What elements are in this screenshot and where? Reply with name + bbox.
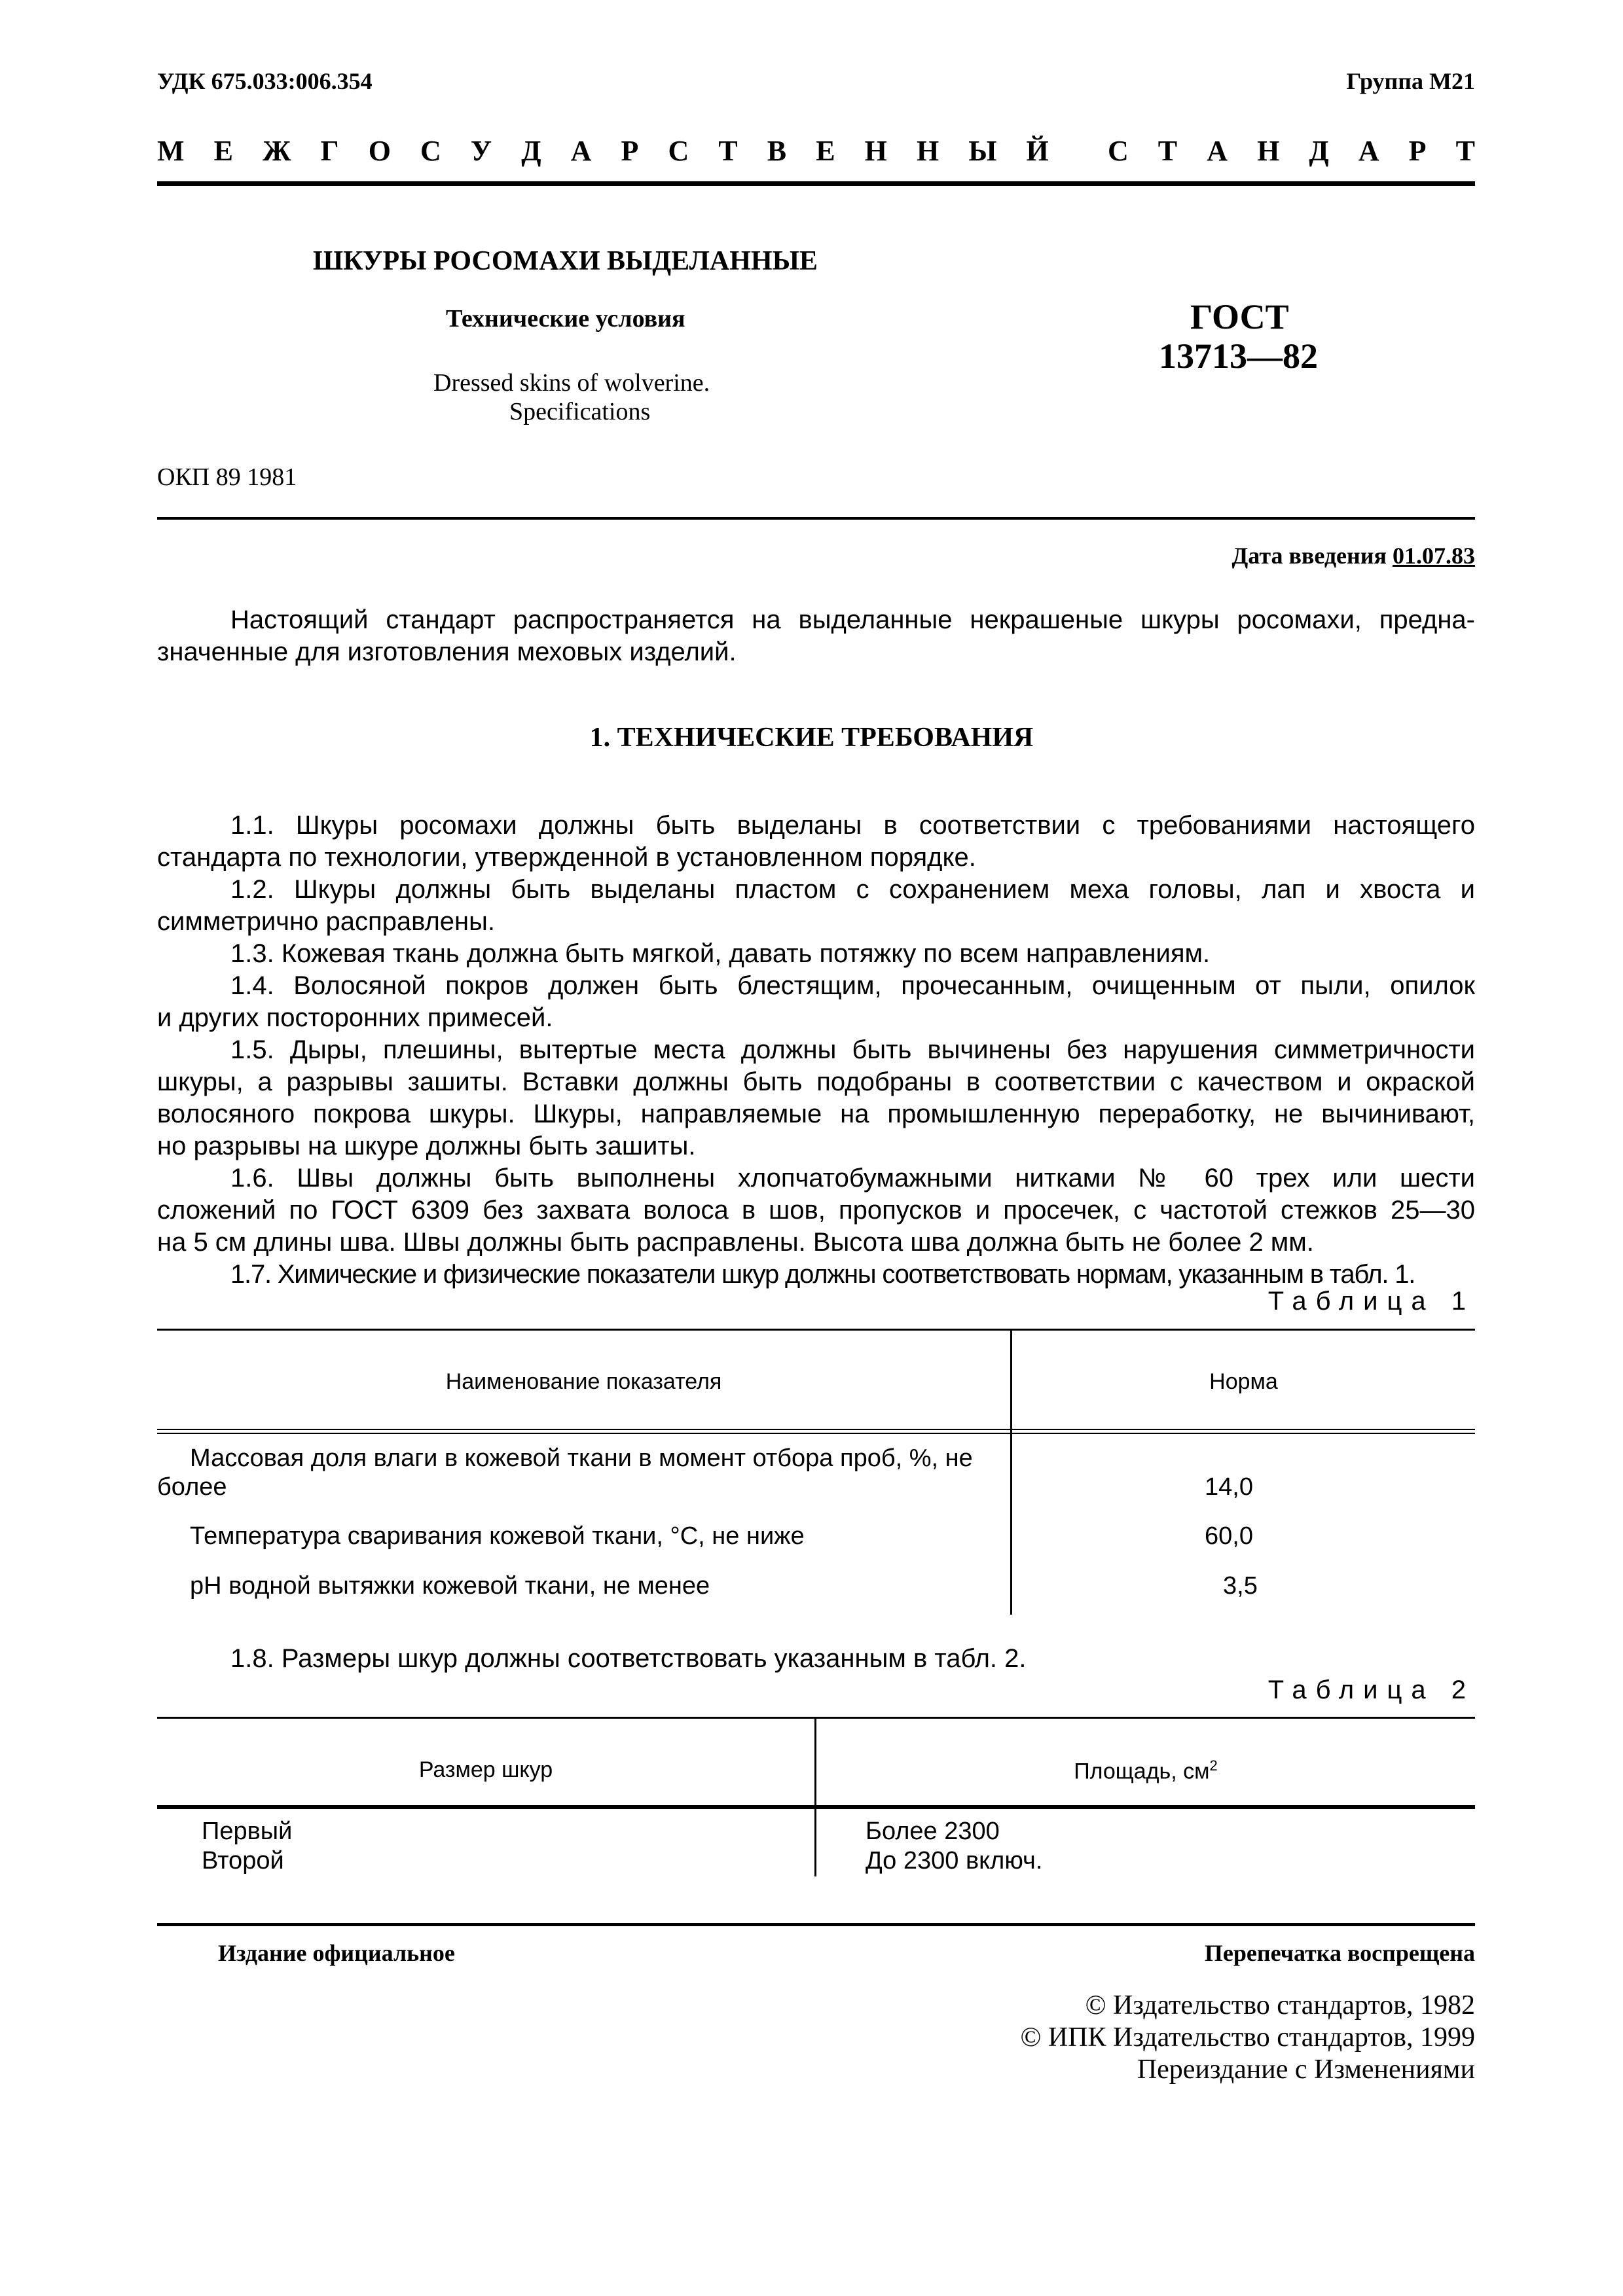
udk-code: УДК 675.033:006.354 bbox=[157, 68, 373, 94]
table1-row1-name-cont: более bbox=[157, 1473, 227, 1501]
clause-1-4: 1.4. Волосяной покров должен быть блестящим, прочесанным, очищенным от пыли, опилок bbox=[230, 971, 1475, 1000]
heading-letter: А bbox=[1358, 135, 1379, 167]
clause-1-2: 1.2. Шкуры должны быть выделаны пластом с сохранением меха головы, лап и хвоста и bbox=[230, 875, 1475, 904]
table1-row1-value: 14,0 bbox=[1205, 1473, 1253, 1501]
clause-1-3: 1.3. Кожевая ткань должна быть мягкой, давать потяжку по всем направлениям. bbox=[230, 939, 1211, 968]
clause-1-1-cont: стандарта по технологии, утвержденной в установленном порядке. bbox=[157, 843, 976, 872]
heading-letter: А bbox=[570, 135, 592, 167]
copyright-1999: © ИПК Издательство стандартов, 1999 bbox=[1020, 2022, 1475, 2053]
standard-type-heading bbox=[157, 134, 1475, 168]
gost-label: ГОСТ bbox=[1190, 297, 1289, 336]
clause-1-6-cont: сложений по ГОСТ 6309 без захвата волоса в шов, пропусков и просечек, с частотой стежков 25—30 bbox=[157, 1196, 1475, 1225]
table1-row1-name: Массовая доля влаги в кожевой ткани в момент отбора проб, %, не bbox=[190, 1444, 973, 1472]
table1-header-norm: Норма bbox=[1209, 1369, 1278, 1394]
table2-header-area bbox=[816, 1757, 1475, 1784]
group-code: Группа М21 bbox=[1346, 68, 1475, 94]
table1-header-rule bbox=[157, 1433, 1475, 1434]
copyright-1982: © Издательство стандартов, 1982 bbox=[1085, 1990, 1475, 2020]
clause-1-8: 1.8. Размеры шкур должны соответствовать указанным в табл. 2. bbox=[230, 1644, 1027, 1673]
table1-caption: Таблица 1 bbox=[1267, 1287, 1475, 1316]
clause-1-5: 1.5. Дыры, плешины, вытертые места должны быть вычинены без нарушения симметричности bbox=[230, 1035, 1475, 1064]
table1-row3-name: pH водной вытяжки кожевой ткани, не менее bbox=[190, 1572, 710, 1600]
clause-1-6: 1.6. Швы должны быть выполнены хлопчатобумажными нитками № 60 трех или шести bbox=[230, 1164, 1475, 1193]
heading-letter: У bbox=[470, 135, 492, 167]
table1-header-rule bbox=[157, 1429, 1475, 1430]
table2-header-area-sup: 2 bbox=[1209, 1757, 1218, 1774]
table2-row2-area: До 2300 включ. bbox=[866, 1847, 1043, 1874]
reissue-note: Переиздание с Изменениями bbox=[1137, 2054, 1475, 2085]
heading-letter: Е bbox=[213, 135, 233, 167]
heading-letter: Ж bbox=[263, 135, 291, 167]
heading-letter: Д bbox=[1309, 135, 1329, 167]
clause-1-7: 1.7. Химические и физические показатели шкур должны соответствовать нормам, указанным в табл. 1. bbox=[230, 1260, 1415, 1289]
clause-1-4-cont: и других посторонних примесей. bbox=[157, 1003, 553, 1032]
section-heading: 1. ТЕХНИЧЕСКИЕ ТРЕБОВАНИЯ bbox=[589, 723, 1034, 753]
clauses-block bbox=[157, 810, 1475, 1291]
introduction-date-label: Дата введения bbox=[1231, 543, 1387, 569]
heading-letter: Й bbox=[1026, 135, 1049, 167]
clause-1-1: 1.1. Шкуры росомахи должны быть выделаны в соответствии с требованиями настоящего bbox=[230, 811, 1475, 840]
edition-note: Издание официальное bbox=[218, 1940, 455, 1966]
heading-letter: Р bbox=[1408, 135, 1427, 167]
heading-letter: С bbox=[420, 135, 441, 167]
title-block-rule bbox=[157, 517, 1475, 520]
intro-paragraph bbox=[157, 604, 1475, 668]
table2-header-size: Размер шкур bbox=[418, 1757, 553, 1782]
heading-letter: Т bbox=[718, 135, 738, 167]
heading-letter: Е bbox=[816, 135, 835, 167]
clause-1-5-cont: волосяного покрова шкуры. Шкуры, направляемые на промышленную переработку, не вычинивают, bbox=[157, 1100, 1475, 1128]
introduction-date-value: 01.07.83 bbox=[1393, 543, 1475, 569]
heading-letter: С bbox=[668, 135, 689, 167]
okp-code: ОКП 89 1981 bbox=[157, 463, 297, 491]
clause-1-6-cont: на 5 см длины шва. Швы должны быть расправлены. Высота шва должна быть не более 2 мм. bbox=[157, 1228, 1314, 1257]
document-title: ШКУРЫ РОСОМАХИ ВЫДЕЛАННЫЕ bbox=[313, 246, 818, 276]
english-title-line1: Dressed skins of wolverine. bbox=[433, 369, 710, 397]
clause-1-5-cont: но разрывы на шкуре должны быть зашиты. bbox=[157, 1132, 696, 1160]
clause-1-2-cont: симметрично расправлены. bbox=[157, 907, 495, 936]
english-title-line2: Specifications bbox=[509, 398, 651, 425]
footer-rule bbox=[157, 1923, 1475, 1926]
table2-caption: Таблица 2 bbox=[1267, 1676, 1475, 1704]
reprint-note: Перепечатка воспрещена bbox=[1204, 1940, 1475, 1966]
heading-letter: Г bbox=[320, 135, 339, 167]
table2-header-rule bbox=[157, 1805, 1475, 1809]
table2-row1-area: Более 2300 bbox=[866, 1818, 1000, 1845]
table1-row2-value: 60,0 bbox=[1205, 1522, 1253, 1550]
heading-letter: М bbox=[157, 135, 185, 167]
table1-top-rule bbox=[157, 1329, 1475, 1331]
table1-row2-name: Температура сваривания кожевой ткани, °С, не ниже bbox=[190, 1522, 805, 1550]
heading-letter: Т bbox=[1158, 135, 1178, 167]
gost-number: 13713—82 bbox=[1159, 336, 1318, 376]
heading-letter: Ы bbox=[968, 135, 997, 167]
heading-letter: Н bbox=[864, 135, 887, 167]
table1-header-name: Наименование показателя bbox=[445, 1369, 722, 1394]
heading-letter: Р bbox=[621, 135, 639, 167]
table1-row3-value: 3,5 bbox=[1223, 1572, 1258, 1600]
heading-letter: О bbox=[368, 135, 391, 167]
introduction-date bbox=[1232, 542, 1476, 569]
clause-1-5-cont: шкуры, а разрывы зашиты. Вставки должны быть подобраны в соответствии с качеством и окраской bbox=[157, 1067, 1475, 1096]
heading-letter: Н bbox=[1257, 135, 1280, 167]
header-rule bbox=[157, 181, 1475, 186]
intro-line: Настоящий стандарт распространяется на выделанные некрашеные шкуры росомахи, предна- bbox=[230, 605, 1475, 634]
document-subtitle: Технические условия bbox=[446, 305, 685, 332]
table2-header-area-label: Площадь, см bbox=[1074, 1759, 1210, 1784]
table2-column-divider bbox=[814, 1717, 816, 1876]
heading-letter: Н bbox=[916, 135, 939, 167]
heading-letter: Т bbox=[1455, 135, 1475, 167]
table2-row1-size: Первый bbox=[202, 1818, 293, 1845]
intro-line: значенные для изготовления меховых изделий. bbox=[157, 637, 737, 666]
heading-letter: В bbox=[767, 135, 787, 167]
heading-letter: С bbox=[1107, 135, 1129, 167]
heading-letter: А bbox=[1207, 135, 1228, 167]
table2-row2-size: Второй bbox=[202, 1847, 284, 1874]
heading-letter: Д bbox=[521, 135, 541, 167]
